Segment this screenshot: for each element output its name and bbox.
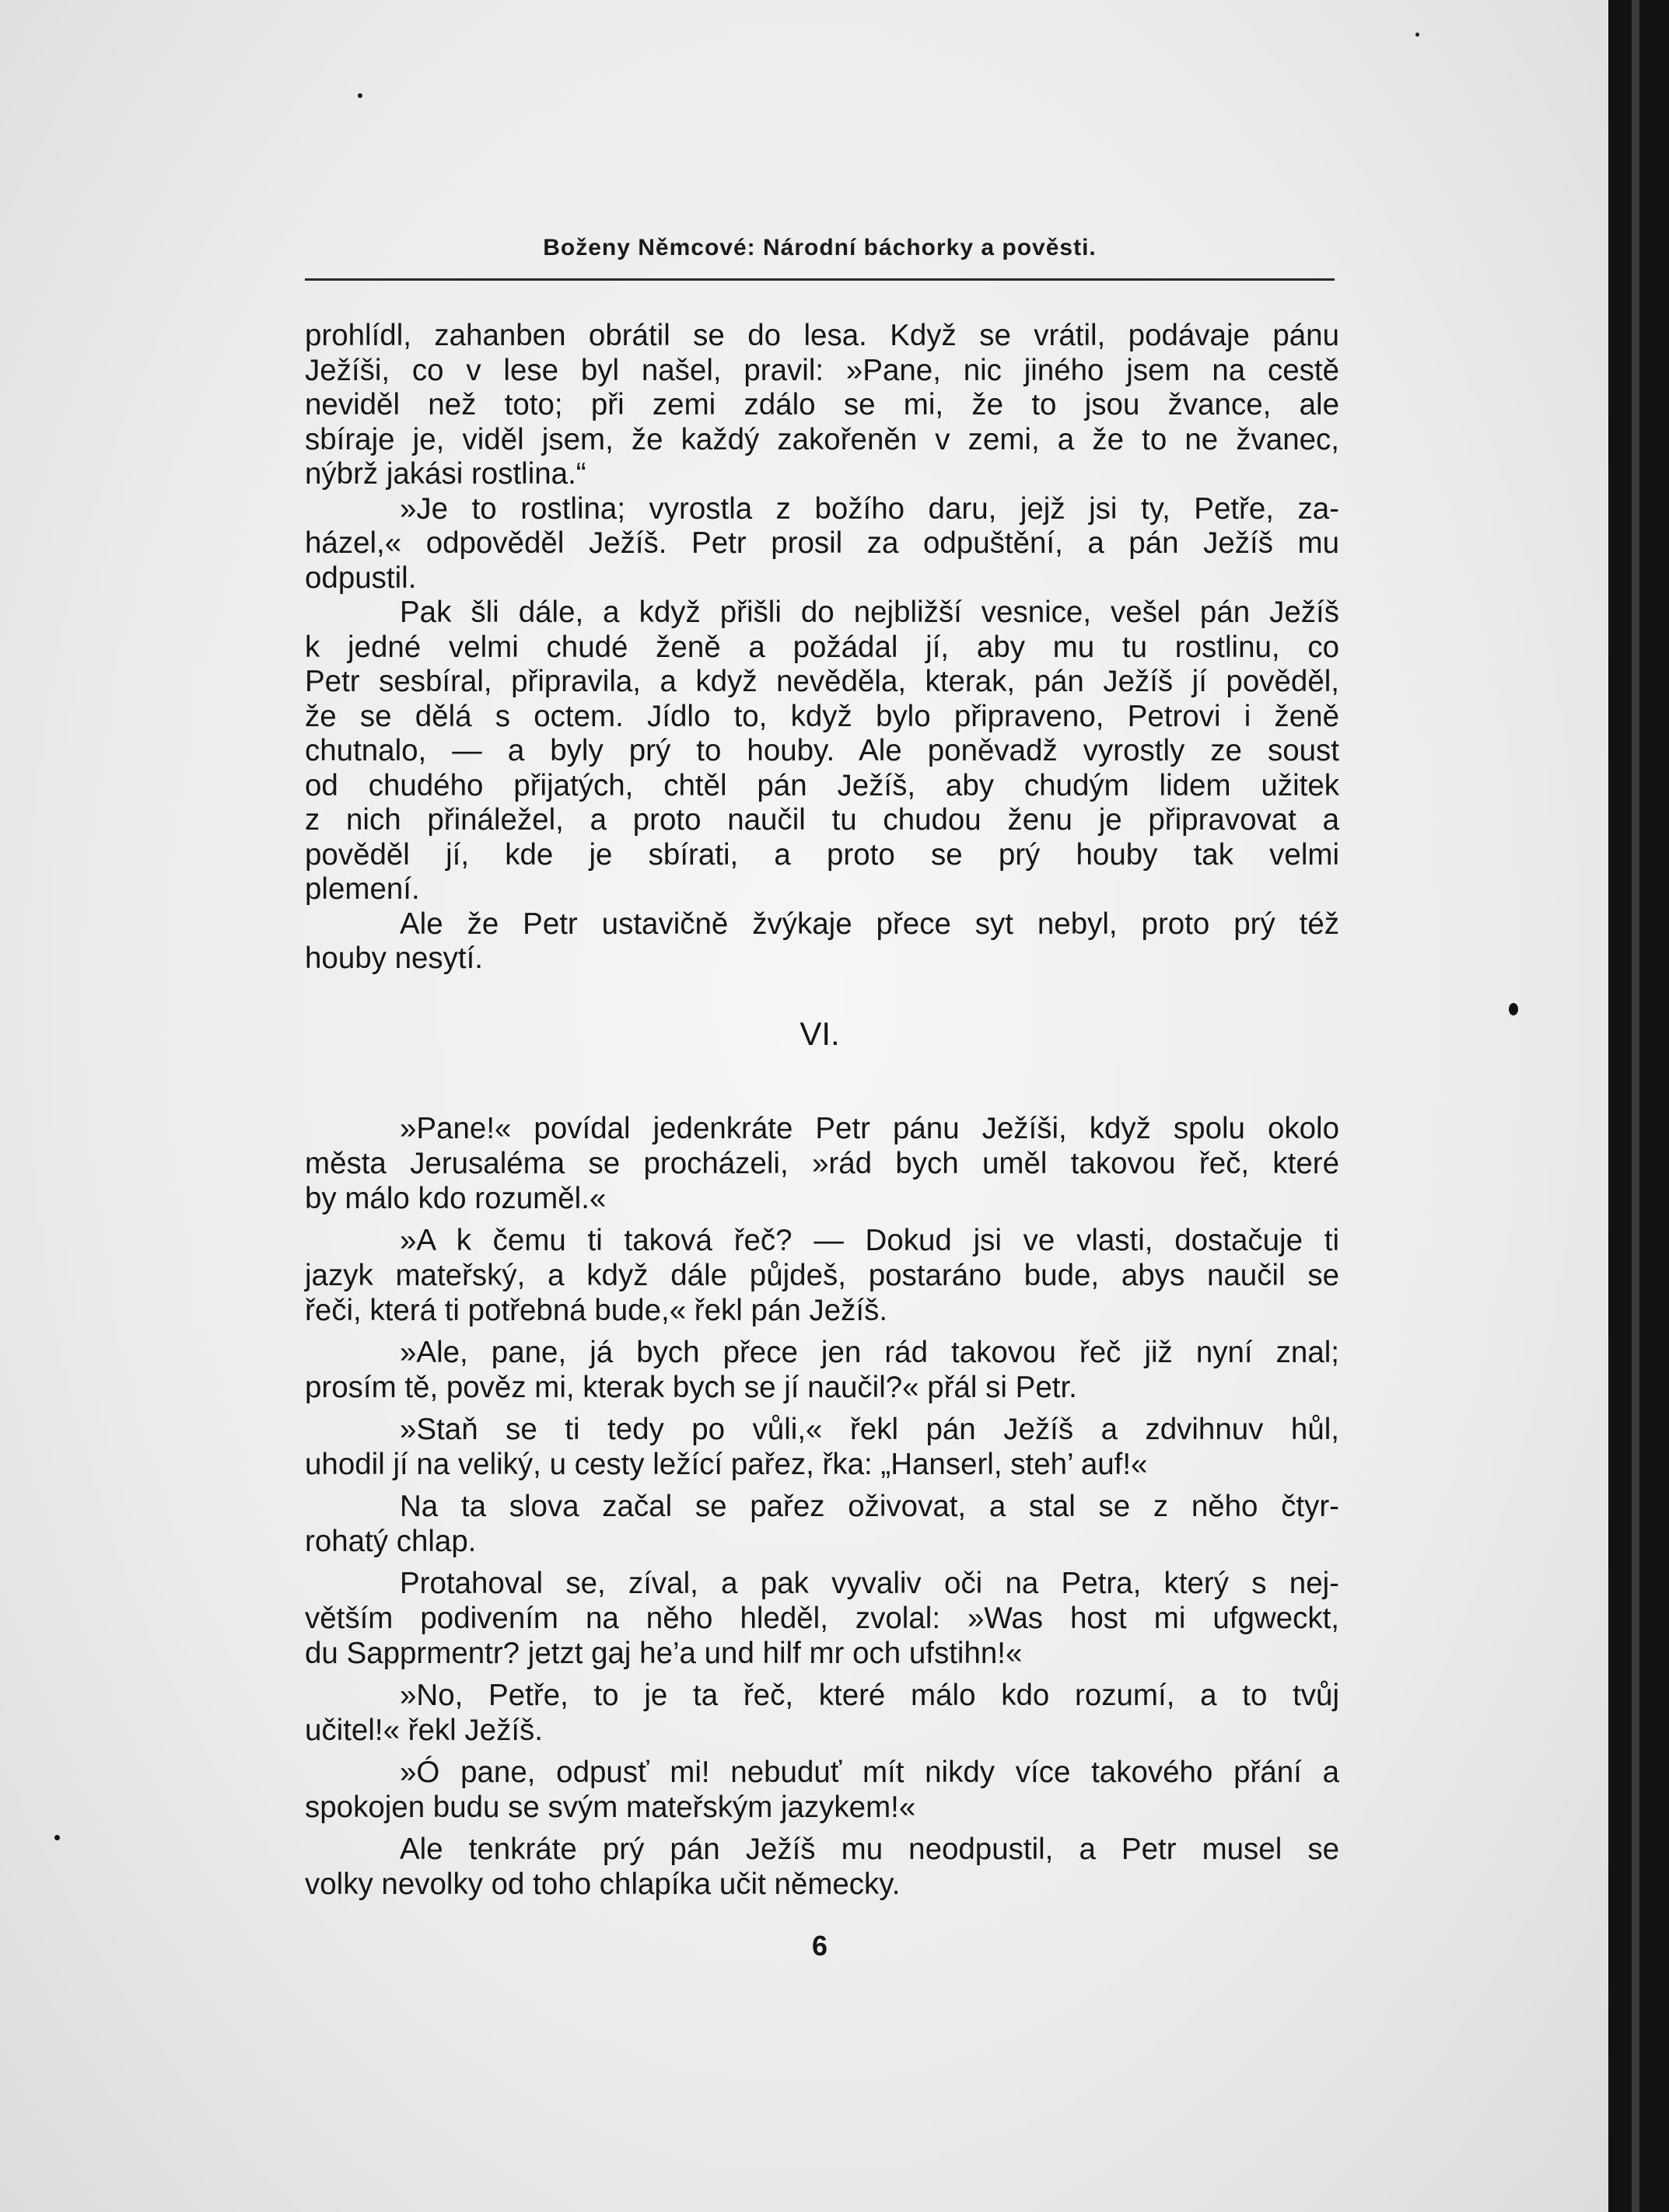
text-line: města Jerusaléma se procházeli, »rád bych uměl takovou řeč, které (305, 1147, 1339, 1180)
section-2-body (305, 1111, 1339, 1902)
paragraph (305, 1335, 1339, 1405)
text-line: větším podivením na něho hleděl, zvolal: »Was host mi ufgweckt, (305, 1602, 1339, 1635)
text-line: k jedné velmi chudé ženě a požádal jí, aby mu tu rostlinu, co (305, 630, 1339, 664)
running-head: Boženy Němcové: Národní báchorky a pověsti. (543, 235, 1097, 260)
paragraph-gap (305, 1559, 1339, 1566)
text-line: houby nesytí. (305, 942, 484, 975)
text-line: prosím tě, pověz mi, kterak bych se jí naučil?« přál si Petr. (305, 1371, 1077, 1404)
text-line: od chudého přijatých, chtěl pán Ježíš, aby chudým lidem užitek (305, 768, 1339, 802)
text-line: »A k čemu ti taková řeč? — Dokud jsi ve vlasti, dostačuje ti (400, 1224, 1339, 1257)
paragraph (305, 1223, 1339, 1328)
paragraph (305, 907, 1339, 977)
paragraph (305, 1832, 1339, 1902)
text-line: nýbrž jakási rostlina.“ (305, 457, 586, 491)
text-line: »Ale, pane, já bych přece jen rád takovou řeč již nyní znal; (400, 1336, 1339, 1369)
text-line: spokojen budu se svým mateřským jazykem!« (305, 1791, 916, 1824)
page-number: 6 (811, 1930, 828, 1962)
scan-border-inner (1632, 0, 1639, 2212)
section-heading: VI. (800, 1015, 840, 1052)
text-line: by málo kdo rozuměl.« (305, 1182, 607, 1215)
text-line: Petr sesbíral, připravila, a když nevěděla, kterak, pán Ježíš jí pověděl, (305, 665, 1339, 698)
paragraph (305, 319, 1339, 492)
text-line: učitel!« řekl Ježíš. (305, 1714, 543, 1747)
paragraph-gap (305, 1405, 1339, 1412)
paragraph (305, 1111, 1339, 1216)
text-line: »Ó pane, odpusť mi! nebuduť mít nikdy více takového přání a (400, 1756, 1339, 1789)
text-line: jazyk mateřský, a když dále půjdeš, postaráno bude, abys naučil se (305, 1259, 1339, 1292)
text-line: »Je to rostlina; vyrostla z božího daru, jejž jsi ty, Petře, za- (400, 491, 1339, 526)
text-line: pověděl jí, kde je sbírati, a proto se prý houby tak velmi (305, 837, 1339, 872)
paragraph-gap (305, 1825, 1339, 1832)
paragraph (305, 1678, 1339, 1748)
text-line: rohatý chlap. (305, 1525, 477, 1558)
paragraph (305, 1412, 1339, 1482)
ink-speck (1509, 1003, 1518, 1015)
text-line: Ale tenkráte prý pán Ježíš mu neodpustil, a Petr musel se (400, 1833, 1339, 1866)
text-line: volky nevolky od toho chlapíka učit německy. (305, 1868, 901, 1901)
text-line: Protahoval se, zíval, a pak vyvaliv oči na Petra, který s nej- (400, 1567, 1339, 1600)
text-line: že se dělá s octem. Jídlo to, když bylo připraveno, Petrovi i ženě (305, 699, 1339, 733)
text-line: chutnalo, — a byly prý to houby. Ale poněvadž vyrostly ze soust (305, 734, 1339, 767)
ink-speck (1415, 33, 1419, 37)
text-line: sbíraje je, viděl jsem, že každý zakořeněn v zemi, a že to ne žvanec, (305, 422, 1339, 456)
text-line: »Staň se ti tedy po vůli,« řekl pán Ježíš a zdvihnuv hůl, (400, 1413, 1339, 1446)
paragraph (305, 1566, 1339, 1671)
text-line: du Sapprmentr? jetzt gaj he’a und hilf mr och ufstihn!« (305, 1637, 1023, 1670)
text-line: řeči, která ti potřebná bude,« řekl pán Ježíš. (305, 1294, 888, 1327)
text-line: z nich přináležel, a proto naučil tu chudou ženu je připravovat a (305, 803, 1339, 837)
ink-speck (54, 1835, 60, 1840)
text-line: »No, Petře, to je ta řeč, které málo kdo rozumí, a to tvůj (400, 1679, 1339, 1712)
paragraph-gap (305, 1482, 1339, 1489)
text-line: neviděl než toto; při zemi zdálo se mi, že to jsou žvance, ale (305, 388, 1339, 421)
text-line: házel,« odpověděl Ježíš. Petr prosil za odpuštění, a pán Ježíš mu (305, 526, 1339, 560)
text-line: uhodil jí na veliký, u cesty ležící pařez, řka: „Hanserl, steh’ auf!« (305, 1448, 1148, 1481)
paragraph-gap (305, 1748, 1339, 1755)
paragraph-gap (305, 1216, 1339, 1223)
paragraph (305, 492, 1339, 596)
paragraph-gap (305, 1328, 1339, 1335)
text-line: Na ta slova začal se pařez oživovat, a stal se z něho čtyr- (400, 1490, 1339, 1523)
paragraph (305, 596, 1339, 907)
ink-speck (358, 93, 362, 98)
text-line: odpustil. (305, 561, 417, 595)
text-line: Ale že Petr ustavičně žvýkaje přece syt nebyl, proto prý též (400, 907, 1339, 941)
paragraph (305, 1489, 1339, 1559)
paragraph-gap (305, 1671, 1339, 1678)
text-line: Ježíši, co v lese byl našel, pravil: »Pane, nic jiného jsem na cestě (305, 353, 1339, 387)
paragraph (305, 1755, 1339, 1825)
text-line: plemení. (305, 872, 420, 906)
section-1-body (305, 319, 1339, 977)
header-rule (305, 278, 1335, 281)
text-line: »Pane!« povídal jedenkráte Petr pánu Ježíši, když spolu okolo (400, 1112, 1339, 1145)
text-line: prohlídl, zahanben obrátil se do lesa. Když se vrátil, podávaje pánu (305, 319, 1339, 352)
text-line: Pak šli dále, a když přišli do nejbližší vesnice, vešel pán Ježíš (400, 596, 1339, 629)
